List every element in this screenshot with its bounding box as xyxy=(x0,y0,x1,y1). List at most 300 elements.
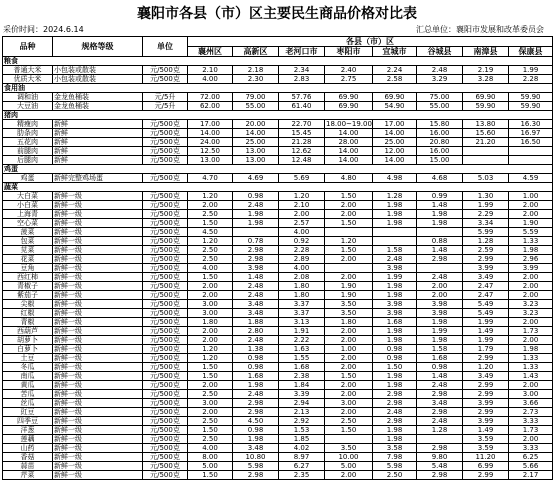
table-row xyxy=(3,444,553,453)
table-row xyxy=(3,237,553,246)
price-cell: 69.90 xyxy=(463,93,509,102)
price-cell: 2.00 xyxy=(279,210,325,219)
price-cell xyxy=(509,156,553,165)
price-cell: 3.50 xyxy=(325,444,373,453)
price-cell: 2.00 xyxy=(325,471,373,480)
price-cell: 1.20 xyxy=(188,192,233,201)
price-cell: 15.80 xyxy=(417,120,463,129)
table-row xyxy=(3,210,553,219)
price-cell xyxy=(417,228,463,237)
header-region-group: 各县（市）区 xyxy=(188,37,553,47)
price-cell xyxy=(325,264,373,273)
price-cell: 2.00 xyxy=(417,282,463,291)
price-cell: 2.50 xyxy=(188,435,233,444)
item-name: 大白菜 xyxy=(3,192,53,201)
table-row xyxy=(3,282,553,291)
price-cell: 1.98 xyxy=(373,291,417,300)
price-cell: 55.00 xyxy=(233,102,279,111)
price-cell: 1.43 xyxy=(509,372,553,381)
item-unit: 元/500克 xyxy=(143,417,188,426)
price-cell: 2.48 xyxy=(373,255,417,264)
price-cell: 3.99 xyxy=(463,417,509,426)
price-cell: 16.50 xyxy=(509,138,553,147)
item-name: 豇豆 xyxy=(3,408,53,417)
table-row xyxy=(3,336,553,345)
price-cell: 1.79 xyxy=(463,345,509,354)
item-name: 蒜苗 xyxy=(3,462,53,471)
header-region: 南漳县 xyxy=(463,47,509,57)
header-spec: 规格等级 xyxy=(53,37,143,57)
price-cell: 4.00 xyxy=(188,264,233,273)
price-cell: 1.50 xyxy=(188,219,233,228)
price-cell: 14.00 xyxy=(325,129,373,138)
price-cell: 15.45 xyxy=(279,129,325,138)
item-name: 冬瓜 xyxy=(3,363,53,372)
price-cell: 2.00 xyxy=(509,210,553,219)
price-cell: 2.58 xyxy=(373,75,417,84)
item-name: 普通大米 xyxy=(3,66,53,75)
price-cell: 0.98 xyxy=(373,345,417,354)
price-cell: 20.00 xyxy=(233,120,279,129)
price-cell: 3.00 xyxy=(188,309,233,318)
price-cell: 4.00 xyxy=(279,228,325,237)
item-name: 优质大米 xyxy=(3,75,53,84)
category-row xyxy=(3,183,553,192)
price-cell: 2.50 xyxy=(188,255,233,264)
table-row xyxy=(3,408,553,417)
price-cell: 3.98 xyxy=(417,300,463,309)
item-spec: 新鲜 xyxy=(53,120,143,129)
price-cell: 2.98 xyxy=(373,417,417,426)
price-cell: 3.00 xyxy=(509,390,553,399)
price-cell xyxy=(325,228,373,237)
price-cell: 3.50 xyxy=(325,300,373,309)
item-spec: 新鲜一级 xyxy=(53,444,143,453)
table-row xyxy=(3,273,553,282)
header-region: 枣阳市 xyxy=(325,47,373,57)
price-cell: 2.99 xyxy=(463,471,509,480)
price-cell: 3.23 xyxy=(509,300,553,309)
price-cell: 1.80 xyxy=(279,291,325,300)
item-name: 西红柿 xyxy=(3,273,53,282)
price-cell: 3.49 xyxy=(463,273,509,282)
header-region: 宜城市 xyxy=(373,47,417,57)
item-name: 胡萝卜 xyxy=(3,336,53,345)
item-unit: 元/500克 xyxy=(143,156,188,165)
price-cell: 0.98 xyxy=(233,363,279,372)
price-cell: 2.48 xyxy=(417,417,463,426)
table-row xyxy=(3,228,553,237)
price-cell: 2.00 xyxy=(325,255,373,264)
header-region: 高新区 xyxy=(233,47,279,57)
price-cell: 3.99 xyxy=(509,264,553,273)
price-cell: 17.00 xyxy=(373,120,417,129)
table-row xyxy=(3,201,553,210)
price-cell: 69.90 xyxy=(373,93,417,102)
price-cell: 1.98 xyxy=(373,381,417,390)
price-cell: 5.98 xyxy=(233,462,279,471)
price-cell: 2.48 xyxy=(233,201,279,210)
item-unit: 元/500克 xyxy=(143,372,188,381)
item-spec: 新鲜一级 xyxy=(53,345,143,354)
price-cell: 1.88 xyxy=(233,318,279,327)
item-unit: 元/500克 xyxy=(143,192,188,201)
table-row xyxy=(3,93,553,102)
price-cell: 57.76 xyxy=(279,93,325,102)
price-cell: 1.98 xyxy=(233,381,279,390)
price-cell: 59.90 xyxy=(463,102,509,111)
price-cell: 2.00 xyxy=(188,291,233,300)
item-name: 莲藕 xyxy=(3,435,53,444)
item-name: 洋葱 xyxy=(3,426,53,435)
table-row xyxy=(3,264,553,273)
price-cell: 1.99 xyxy=(463,201,509,210)
price-cell: 3.13 xyxy=(279,318,325,327)
price-cell: 2.00 xyxy=(325,201,373,210)
item-unit: 元/500克 xyxy=(143,345,188,354)
item-spec: 新鲜一级 xyxy=(53,309,143,318)
item-unit: 元/500克 xyxy=(143,336,188,345)
price-cell: 2.83 xyxy=(279,75,325,84)
price-cell: 25.00 xyxy=(233,138,279,147)
price-cell: 4.00 xyxy=(188,75,233,84)
price-cell: 2.38 xyxy=(279,372,325,381)
item-name: 花菜 xyxy=(3,255,53,264)
price-cell: 3.39 xyxy=(279,390,325,399)
price-cell: 1.68 xyxy=(373,318,417,327)
price-cell: 0.98 xyxy=(417,363,463,372)
price-cell: 1.98 xyxy=(509,246,553,255)
price-cell: 2.00 xyxy=(325,390,373,399)
price-cell: 2.00 xyxy=(325,408,373,417)
price-cell: 2.00 xyxy=(509,282,553,291)
item-spec: 小包装或散装 xyxy=(53,66,143,75)
item-spec: 新鲜一级 xyxy=(53,192,143,201)
item-name: 山药 xyxy=(3,444,53,453)
item-spec: 新鲜一级 xyxy=(53,354,143,363)
price-cell: 2.48 xyxy=(373,408,417,417)
table-row xyxy=(3,156,553,165)
price-cell: 1.68 xyxy=(233,372,279,381)
item-name: 包菜 xyxy=(3,237,53,246)
table-row xyxy=(3,318,553,327)
item-spec: 新鲜一级 xyxy=(53,282,143,291)
price-cell: 2.98 xyxy=(233,471,279,480)
item-unit: 元/500克 xyxy=(143,273,188,282)
price-cell xyxy=(373,228,417,237)
price-cell: 1.68 xyxy=(279,363,325,372)
price-cell: 3.98 xyxy=(233,264,279,273)
price-cell: 3.00 xyxy=(325,399,373,408)
price-cell: 1.85 xyxy=(279,435,325,444)
price-cell: 69.90 xyxy=(325,93,373,102)
price-cell: 4.80 xyxy=(325,174,373,183)
price-cell: 3.50 xyxy=(325,309,373,318)
price-cell: 1.80 xyxy=(325,318,373,327)
price-cell: 14.00 xyxy=(233,129,279,138)
price-cell: 13.00 xyxy=(188,156,233,165)
price-cell: 1.98 xyxy=(417,318,463,327)
item-spec: 新鲜一级 xyxy=(53,399,143,408)
price-cell: 2.00 xyxy=(325,363,373,372)
category-row xyxy=(3,84,553,93)
price-cell: 9.80 xyxy=(417,453,463,462)
item-spec: 新鲜一级 xyxy=(53,264,143,273)
item-spec: 金龙鱼桶装 xyxy=(53,93,143,102)
price-cell: 2.00 xyxy=(509,201,553,210)
price-cell: 2.50 xyxy=(188,210,233,219)
item-name: 西葫芦 xyxy=(3,327,53,336)
price-cell: 1.98 xyxy=(373,327,417,336)
price-cell: 3.48 xyxy=(233,309,279,318)
price-cell: 2.47 xyxy=(463,282,509,291)
price-cell: 2.22 xyxy=(279,336,325,345)
price-cell: 2.98 xyxy=(373,399,417,408)
item-unit: 元/500克 xyxy=(143,354,188,363)
item-name: 青椒子 xyxy=(3,282,53,291)
price-cell: 2.94 xyxy=(279,399,325,408)
item-name: 苋菜 xyxy=(3,246,53,255)
price-cell: 1.90 xyxy=(509,219,553,228)
price-cell: 2.00 xyxy=(325,336,373,345)
price-cell: 2.00 xyxy=(325,354,373,363)
header-region: 襄州区 xyxy=(188,47,233,57)
price-cell: 8.97 xyxy=(279,453,325,462)
price-cell: 3.34 xyxy=(463,219,509,228)
price-cell xyxy=(233,228,279,237)
price-cell: 1.98 xyxy=(417,336,463,345)
price-cell: 2.48 xyxy=(417,66,463,75)
price-cell: 13.00 xyxy=(233,156,279,165)
price-cell: 1.98 xyxy=(373,210,417,219)
price-cell: 1.20 xyxy=(188,237,233,246)
price-cell: 1.50 xyxy=(188,273,233,282)
price-cell: 1.28 xyxy=(373,192,417,201)
item-name: 香菇 xyxy=(3,453,53,462)
price-cell: 1.98 xyxy=(373,282,417,291)
price-cell: 1.33 xyxy=(509,363,553,372)
price-cell: 4.98 xyxy=(373,174,417,183)
price-cell xyxy=(325,435,373,444)
price-cell: 2.73 xyxy=(509,408,553,417)
price-cell: 4.50 xyxy=(233,417,279,426)
table-row xyxy=(3,246,553,255)
price-cell: 2.98 xyxy=(417,471,463,480)
table-row xyxy=(3,354,553,363)
table-row xyxy=(3,75,553,84)
price-cell: 2.98 xyxy=(233,246,279,255)
price-cell: 16.00 xyxy=(417,129,463,138)
price-cell xyxy=(463,147,509,156)
table-row xyxy=(3,255,553,264)
price-cell: 1.99 xyxy=(417,327,463,336)
price-cell: 59.90 xyxy=(509,93,553,102)
item-name: 五花肉 xyxy=(3,138,53,147)
price-cell: 1.53 xyxy=(279,426,325,435)
price-cell: 22.70 xyxy=(279,120,325,129)
item-unit: 元/500克 xyxy=(143,399,188,408)
item-spec: 新鲜一级 xyxy=(53,255,143,264)
table-row xyxy=(3,147,553,156)
price-cell: 2.47 xyxy=(463,291,509,300)
price-cell: 0.88 xyxy=(417,237,463,246)
price-cell: 2.98 xyxy=(233,408,279,417)
price-cell: 1.91 xyxy=(279,327,325,336)
price-cell: 1.50 xyxy=(325,219,373,228)
price-cell: 3.33 xyxy=(509,417,553,426)
price-cell: 5.00 xyxy=(325,462,373,471)
price-cell: 1.20 xyxy=(325,237,373,246)
item-unit: 元/500克 xyxy=(143,327,188,336)
item-spec: 新鲜一级 xyxy=(53,228,143,237)
price-cell: 1.50 xyxy=(188,471,233,480)
price-cell: 1.48 xyxy=(417,246,463,255)
item-name: 白萝卜 xyxy=(3,345,53,354)
price-cell: 2.98 xyxy=(417,408,463,417)
price-cell: 2.00 xyxy=(188,408,233,417)
price-cell: 5.98 xyxy=(373,462,417,471)
price-cell: 2.99 xyxy=(463,354,509,363)
table-row xyxy=(3,300,553,309)
price-cell: 1.98 xyxy=(417,210,463,219)
price-cell: 2.98 xyxy=(417,255,463,264)
price-cell: 13.00 xyxy=(233,147,279,156)
item-unit: 元/500克 xyxy=(143,147,188,156)
price-cell: 10.80 xyxy=(233,453,279,462)
item-spec: 新鲜一级 xyxy=(53,318,143,327)
price-cell: 2.13 xyxy=(279,408,325,417)
price-cell: 1.48 xyxy=(417,201,463,210)
item-spec: 新鲜一级 xyxy=(53,462,143,471)
price-cell: 4.70 xyxy=(188,174,233,183)
subheader xyxy=(0,24,554,36)
price-cell: 3.98 xyxy=(373,264,417,273)
item-unit: 元/500克 xyxy=(143,228,188,237)
price-cell: 2.48 xyxy=(417,273,463,282)
price-cell: 2.48 xyxy=(233,282,279,291)
price-cell: 2.48 xyxy=(233,336,279,345)
price-cell: 12.00 xyxy=(373,147,417,156)
price-cell: 3.29 xyxy=(417,75,463,84)
price-cell: 3.99 xyxy=(463,264,509,273)
price-cell: 2.00 xyxy=(325,327,373,336)
price-cell: 3.99 xyxy=(463,399,509,408)
category-row xyxy=(3,57,553,66)
price-cell: 1.50 xyxy=(188,372,233,381)
price-cell: 2.28 xyxy=(279,246,325,255)
price-cell: 1.20 xyxy=(279,192,325,201)
item-unit: 元/500克 xyxy=(143,390,188,399)
item-name: 空心菜 xyxy=(3,219,53,228)
price-cell: 2.99 xyxy=(463,255,509,264)
price-table xyxy=(2,36,553,480)
price-cell: 12.48 xyxy=(279,156,325,165)
price-cell: 2.57 xyxy=(279,219,325,228)
category-label: 蔬菜 xyxy=(3,183,553,192)
price-cell: 3.00 xyxy=(188,300,233,309)
price-cell: 1.98 xyxy=(373,435,417,444)
header-unit: 单位 xyxy=(143,37,188,57)
item-name: 苦瓜 xyxy=(3,390,53,399)
item-unit: 元/500克 xyxy=(143,66,188,75)
price-cell: 2.50 xyxy=(188,246,233,255)
item-spec: 新鲜一级 xyxy=(53,246,143,255)
table-row xyxy=(3,102,553,111)
item-unit: 元/500克 xyxy=(143,408,188,417)
source-unit: 汇总单位：襄阳市发展和改革委员会 xyxy=(416,25,544,34)
header-region: 老河口市 xyxy=(279,47,325,57)
price-cell: 25.00 xyxy=(373,138,417,147)
price-cell: 2.50 xyxy=(325,417,373,426)
table-row xyxy=(3,219,553,228)
table-row xyxy=(3,66,553,75)
price-cell: 1.28 xyxy=(463,237,509,246)
price-cell: 2.30 xyxy=(233,75,279,84)
price-cell: 2.98 xyxy=(233,255,279,264)
price-cell: 1.68 xyxy=(417,354,463,363)
price-cell: 1.99 xyxy=(463,336,509,345)
price-cell: 1.98 xyxy=(233,435,279,444)
page-title: 襄阳市各县（市）区主要民生商品价格对比表 xyxy=(137,6,417,22)
price-cell: 0.99 xyxy=(417,192,463,201)
price-cell: 2.48 xyxy=(417,381,463,390)
table-row xyxy=(3,399,553,408)
item-name: 精瘦肉 xyxy=(3,120,53,129)
item-spec: 新鲜一级 xyxy=(53,471,143,480)
price-cell: 1.73 xyxy=(509,327,553,336)
price-cell xyxy=(373,237,417,246)
table-row xyxy=(3,327,553,336)
price-cell: 2.00 xyxy=(509,318,553,327)
item-spec: 新鲜一级 xyxy=(53,381,143,390)
price-cell: 3.37 xyxy=(279,309,325,318)
price-cell: 14.00 xyxy=(373,156,417,165)
price-cell: 1.50 xyxy=(325,426,373,435)
price-cell: 1.58 xyxy=(417,345,463,354)
price-cell: 69.90 xyxy=(325,102,373,111)
item-name: 黄瓜 xyxy=(3,381,53,390)
price-cell xyxy=(463,156,509,165)
price-cell: 24.00 xyxy=(188,138,233,147)
price-cell: 6.25 xyxy=(509,453,553,462)
price-cell: 1.00 xyxy=(325,345,373,354)
price-cell: 5.99 xyxy=(463,228,509,237)
price-cell: 1.98 xyxy=(417,219,463,228)
price-cell: 1.30 xyxy=(463,192,509,201)
price-cell: 0.98 xyxy=(233,192,279,201)
item-unit: 元/500克 xyxy=(143,453,188,462)
price-cell: 2.19 xyxy=(463,66,509,75)
price-cell: 16.30 xyxy=(509,120,553,129)
item-name: 红椒 xyxy=(3,309,53,318)
price-cell: 3.37 xyxy=(279,300,325,309)
price-cell: 3.48 xyxy=(233,300,279,309)
price-cell: 17.00 xyxy=(188,120,233,129)
item-spec: 新鲜 xyxy=(53,138,143,147)
price-cell: 0.98 xyxy=(233,354,279,363)
price-cell: 16.97 xyxy=(509,129,553,138)
price-cell: 3.49 xyxy=(463,372,509,381)
item-name: 后腿肉 xyxy=(3,156,53,165)
price-cell: 1.50 xyxy=(325,372,373,381)
item-spec: 新鲜一级 xyxy=(53,237,143,246)
price-cell: 20.80 xyxy=(417,138,463,147)
item-spec: 新鲜一级 xyxy=(53,363,143,372)
header-region: 保康县 xyxy=(509,47,553,57)
price-cell: 3.98 xyxy=(373,309,417,318)
item-unit: 元/500克 xyxy=(143,264,188,273)
price-cell: 1.50 xyxy=(373,363,417,372)
